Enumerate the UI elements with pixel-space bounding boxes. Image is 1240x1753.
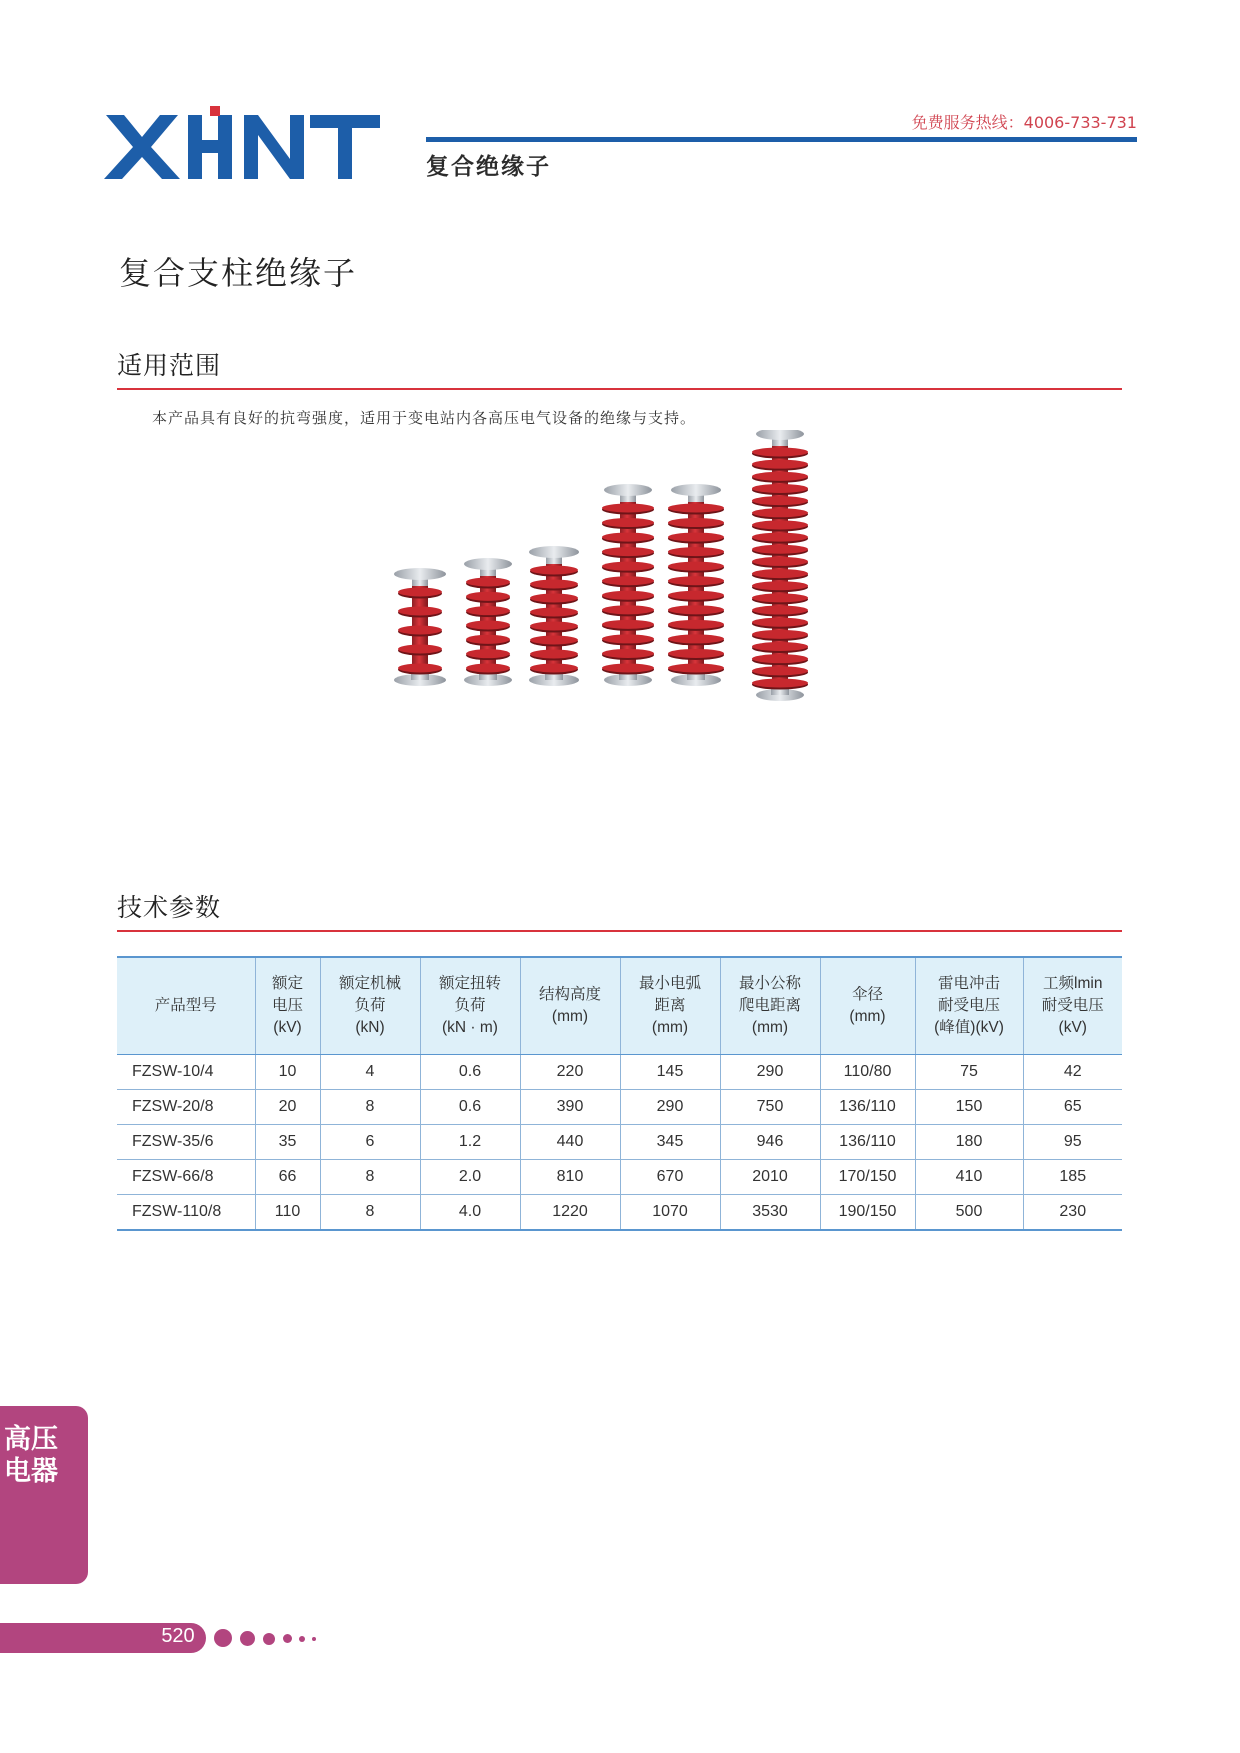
insulator-shed bbox=[668, 533, 724, 542]
insulator-shed bbox=[752, 533, 808, 542]
value-cell: 95 bbox=[1023, 1125, 1122, 1160]
table-header-cell bbox=[820, 957, 915, 1055]
insulator-shed bbox=[752, 484, 808, 493]
table-header-cell bbox=[720, 957, 820, 1055]
insulator-shed bbox=[752, 520, 808, 529]
insulator-shed bbox=[668, 605, 724, 614]
header-line: (kV) bbox=[1058, 1019, 1087, 1036]
model-cell: FZSW-66/8 bbox=[117, 1160, 255, 1195]
insulator-shed bbox=[530, 580, 578, 589]
insulator-shed bbox=[398, 626, 442, 635]
insulator-shed bbox=[530, 636, 578, 645]
insulator bbox=[464, 558, 512, 686]
insulator-shed bbox=[668, 591, 724, 600]
insulator-shed bbox=[752, 593, 808, 602]
insulator-shed bbox=[398, 664, 442, 673]
insulator-shed bbox=[602, 620, 654, 629]
header-line: 额定扭转 bbox=[438, 975, 501, 992]
page-title: 复合支柱绝缘子 bbox=[119, 254, 358, 292]
insulator-shed bbox=[752, 496, 808, 505]
insulator-shed bbox=[668, 547, 724, 556]
value-cell: 8 bbox=[320, 1160, 420, 1195]
footer-dot-5 bbox=[299, 1636, 305, 1642]
table-header-cell bbox=[620, 957, 720, 1055]
value-cell: 500 bbox=[915, 1195, 1023, 1231]
header-line: 雷电冲击 bbox=[937, 975, 1000, 992]
insulator-shed bbox=[668, 562, 724, 571]
insulator-shed bbox=[602, 664, 654, 673]
insulator-shed bbox=[602, 504, 654, 513]
footer-dot-2 bbox=[240, 1631, 255, 1646]
insulator-shed bbox=[602, 605, 654, 614]
value-cell: 66 bbox=[255, 1160, 320, 1195]
header-line: 最小公称 bbox=[738, 975, 801, 992]
value-cell: 145 bbox=[620, 1055, 720, 1090]
value-cell: 290 bbox=[620, 1090, 720, 1125]
table-header-cell bbox=[117, 957, 255, 1055]
insulator-cap bbox=[671, 484, 721, 496]
value-cell: 110/80 bbox=[820, 1055, 915, 1090]
value-cell: 10 bbox=[255, 1055, 320, 1090]
header-line: 额定 bbox=[271, 975, 303, 992]
insulator-shed bbox=[466, 635, 510, 644]
header-line: 电压 bbox=[271, 997, 303, 1014]
insulator-shed bbox=[530, 650, 578, 659]
value-cell: 1.2 bbox=[420, 1125, 520, 1160]
insulator-shed bbox=[752, 581, 808, 590]
header-line: (mm) bbox=[751, 1019, 789, 1036]
footer-dot-1 bbox=[214, 1629, 232, 1647]
scope-section-title: 适用范围 bbox=[117, 351, 222, 380]
value-cell: 8 bbox=[320, 1090, 420, 1125]
insulator-shed bbox=[466, 592, 510, 601]
header-line: 负荷 bbox=[354, 997, 386, 1014]
insulator-shed bbox=[752, 666, 808, 675]
insulator-shed bbox=[752, 545, 808, 554]
insulator-shed bbox=[530, 594, 578, 603]
table-row bbox=[117, 1090, 1122, 1125]
value-cell: 1220 bbox=[520, 1195, 620, 1231]
header-line: 耐受电压 bbox=[937, 997, 1000, 1014]
value-cell: 150 bbox=[915, 1090, 1023, 1125]
insulator-shed bbox=[530, 664, 578, 673]
table-row bbox=[117, 1160, 1122, 1195]
insulator-shed bbox=[602, 576, 654, 585]
table-row bbox=[117, 1055, 1122, 1090]
insulator-shed bbox=[668, 634, 724, 643]
insulator-shed bbox=[752, 642, 808, 651]
page-number: 520 bbox=[161, 1625, 195, 1647]
header-line: (kN · m) bbox=[442, 1019, 498, 1036]
insulator-shed bbox=[602, 547, 654, 556]
insulator bbox=[602, 484, 654, 686]
insulator-shed bbox=[466, 606, 510, 615]
insulator-shed bbox=[752, 460, 808, 469]
header-line: 额定机械 bbox=[338, 975, 401, 992]
insulator-shed bbox=[752, 654, 808, 663]
insulator-shed bbox=[752, 557, 808, 566]
header-rule bbox=[426, 137, 1137, 142]
insulator-shed bbox=[752, 679, 808, 688]
header-line: 伞径 bbox=[851, 986, 883, 1003]
insulator-shed bbox=[602, 634, 654, 643]
insulator bbox=[529, 546, 579, 686]
value-cell: 42 bbox=[1023, 1055, 1122, 1090]
header-line: 结构高度 bbox=[538, 986, 601, 1003]
insulator-shed bbox=[602, 649, 654, 658]
model-cell: FZSW-110/8 bbox=[117, 1195, 255, 1231]
footer-dot-4 bbox=[283, 1634, 292, 1643]
header-line: 工频lmin bbox=[1043, 975, 1103, 992]
insulator-shed bbox=[752, 569, 808, 578]
insulator-shed bbox=[530, 608, 578, 617]
model-cell: FZSW-20/8 bbox=[117, 1090, 255, 1125]
value-cell: 670 bbox=[620, 1160, 720, 1195]
insulator-shed bbox=[398, 588, 442, 597]
value-cell: 180 bbox=[915, 1125, 1023, 1160]
value-cell: 8 bbox=[320, 1195, 420, 1231]
value-cell: 136/110 bbox=[820, 1125, 915, 1160]
scope-section-rule bbox=[117, 388, 1122, 390]
value-cell: 4 bbox=[320, 1055, 420, 1090]
header-product-category: 复合绝缘子 bbox=[426, 154, 551, 180]
value-cell: 110 bbox=[255, 1195, 320, 1231]
header-line: (mm) bbox=[849, 1008, 886, 1025]
insulator-shed bbox=[530, 566, 578, 575]
header-line: 耐受电压 bbox=[1041, 997, 1104, 1014]
scope-description: 本产品具有良好的抗弯强度，适用于变电站内各高压电气设备的绝缘与支持。 bbox=[152, 409, 697, 427]
insulator-shed bbox=[752, 472, 808, 481]
insulator-shed bbox=[668, 664, 724, 673]
value-cell: 1070 bbox=[620, 1195, 720, 1231]
model-cell: FZSW-35/6 bbox=[117, 1125, 255, 1160]
insulator-shed bbox=[668, 504, 724, 513]
value-cell: 75 bbox=[915, 1055, 1023, 1090]
insulator bbox=[394, 568, 446, 686]
value-cell: 750 bbox=[720, 1090, 820, 1125]
value-cell: 290 bbox=[720, 1055, 820, 1090]
value-cell: 230 bbox=[1023, 1195, 1122, 1231]
value-cell: 345 bbox=[620, 1125, 720, 1160]
insulator-shed bbox=[398, 607, 442, 616]
value-cell: 136/110 bbox=[820, 1090, 915, 1125]
insulator-shed bbox=[668, 620, 724, 629]
xhnt-logo bbox=[104, 103, 384, 183]
header-line: 负荷 bbox=[454, 997, 486, 1014]
value-cell: 0.6 bbox=[420, 1055, 520, 1090]
tech-section-title: 技术参数 bbox=[117, 893, 222, 922]
insulator-shed bbox=[466, 621, 510, 630]
insulator bbox=[668, 484, 724, 686]
table-header-cell bbox=[320, 957, 420, 1055]
table-row bbox=[117, 1125, 1122, 1160]
insulator-shed bbox=[602, 518, 654, 527]
value-cell: 220 bbox=[520, 1055, 620, 1090]
header-line: (kV) bbox=[273, 1019, 302, 1036]
insulator-shed bbox=[752, 508, 808, 517]
insulator-shed bbox=[752, 606, 808, 615]
insulator-shed bbox=[602, 591, 654, 600]
table-header-cell bbox=[520, 957, 620, 1055]
table-header-row bbox=[117, 957, 1122, 1055]
side-tab-label: 高压电器 bbox=[4, 1424, 58, 1487]
value-cell: 946 bbox=[720, 1125, 820, 1160]
header-line: 最小电弧 bbox=[638, 975, 701, 992]
value-cell: 185 bbox=[1023, 1160, 1122, 1195]
header-line: 距离 bbox=[654, 997, 686, 1014]
header-line: (mm) bbox=[551, 1008, 589, 1025]
insulator-shed bbox=[752, 448, 808, 457]
insulator-cap bbox=[756, 430, 804, 440]
header-line: (mm) bbox=[651, 1019, 689, 1036]
table-header-cell bbox=[915, 957, 1023, 1055]
insulator-shed bbox=[466, 578, 510, 587]
table-header-cell bbox=[255, 957, 320, 1055]
header-line: (kN) bbox=[355, 1019, 385, 1036]
insulator-shed bbox=[466, 664, 510, 673]
insulator-cap bbox=[529, 546, 579, 558]
value-cell: 35 bbox=[255, 1125, 320, 1160]
insulator-cap bbox=[464, 558, 512, 570]
value-cell: 2.0 bbox=[420, 1160, 520, 1195]
table-header-cell bbox=[1023, 957, 1122, 1055]
insulator bbox=[752, 430, 808, 701]
tech-section-rule bbox=[117, 930, 1122, 932]
insulator-cap bbox=[394, 568, 446, 580]
value-cell: 0.6 bbox=[420, 1090, 520, 1125]
insulator-shed bbox=[668, 649, 724, 658]
insulator-shed bbox=[752, 630, 808, 639]
value-cell: 190/150 bbox=[820, 1195, 915, 1231]
header-line: 产品型号 bbox=[154, 997, 217, 1014]
value-cell: 170/150 bbox=[820, 1160, 915, 1195]
table-row bbox=[117, 1195, 1122, 1231]
insulator-shed bbox=[602, 533, 654, 542]
header-line: (峰值)(kV) bbox=[934, 1019, 1004, 1036]
value-cell: 3530 bbox=[720, 1195, 820, 1231]
tech-params-table bbox=[117, 956, 1122, 1231]
footer-dot-6 bbox=[312, 1637, 316, 1641]
insulator-cap bbox=[604, 484, 652, 496]
value-cell: 410 bbox=[915, 1160, 1023, 1195]
insulator-shed bbox=[530, 622, 578, 631]
value-cell: 390 bbox=[520, 1090, 620, 1125]
value-cell: 65 bbox=[1023, 1090, 1122, 1125]
insulator-product-photo bbox=[340, 430, 900, 810]
value-cell: 2010 bbox=[720, 1160, 820, 1195]
value-cell: 20 bbox=[255, 1090, 320, 1125]
category-side-tab bbox=[0, 1406, 88, 1584]
footer-dot-3 bbox=[263, 1633, 275, 1645]
header-line: 爬电距离 bbox=[738, 997, 801, 1014]
insulator-shed bbox=[668, 576, 724, 585]
value-cell: 6 bbox=[320, 1125, 420, 1160]
insulator-shed bbox=[466, 649, 510, 658]
insulator-shed bbox=[668, 518, 724, 527]
service-hotline: 免费服务热线：4006-733-731 bbox=[911, 113, 1137, 132]
model-cell: FZSW-10/4 bbox=[117, 1055, 255, 1090]
insulator-shed bbox=[602, 562, 654, 571]
value-cell: 440 bbox=[520, 1125, 620, 1160]
insulator-shed bbox=[398, 645, 442, 654]
insulator-shed bbox=[752, 618, 808, 627]
value-cell: 810 bbox=[520, 1160, 620, 1195]
value-cell: 4.0 bbox=[420, 1195, 520, 1231]
table-header-cell bbox=[420, 957, 520, 1055]
